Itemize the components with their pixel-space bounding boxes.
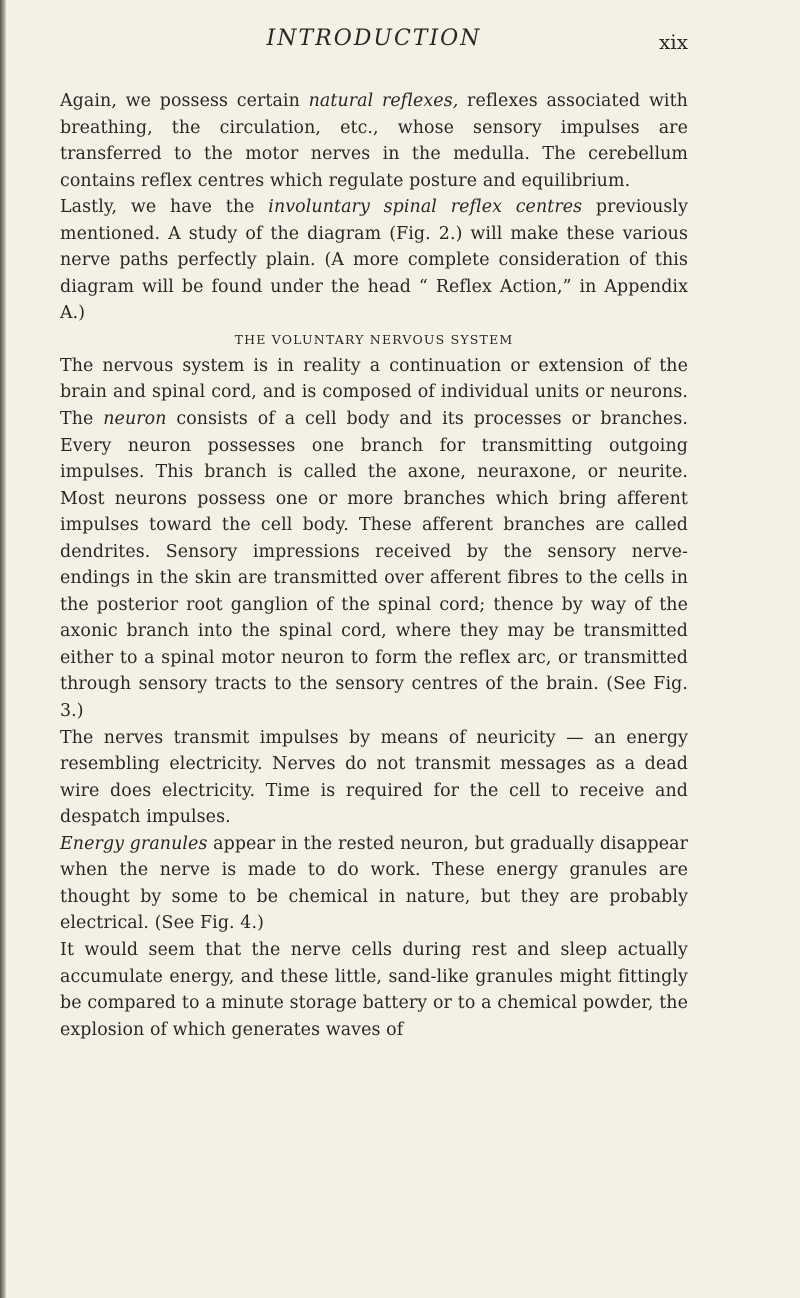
italic-term: natural reflexes, (308, 91, 459, 111)
section-heading: THE VOLUNTARY NERVOUS SYSTEM (234, 331, 514, 347)
italic-term: involuntary spinal reflex centres (268, 197, 583, 218)
text-run: Again, we possess certain (60, 91, 309, 111)
running-title: INTRODUCTION (266, 26, 482, 51)
text-run: It would seem that the nerve cells during rest and sleep actually accumulate energy, and these little, sand-like granules might fittingly be compared to a minute storage battery or to a chemical powder, the explosion of which generates waves of (60, 939, 688, 1040)
paragraph (60, 937, 688, 1043)
text-run: appear in the rested neuron, but gradually disappear when the nerve is made to do work. These energy granules are thought by some to be chemical in nature, but they are probably electrical. (See Fig. 4.) (60, 833, 689, 934)
italic-term: neuron (103, 409, 167, 430)
page-binding-edge (0, 0, 6, 1298)
paragraph (60, 725, 688, 831)
paragraph (60, 88, 688, 194)
paragraph (60, 194, 688, 327)
paragraph (60, 831, 688, 937)
paragraph (60, 353, 688, 725)
text-run: The nervous system is in reality a continuation or extension of the brain and spinal cord, and is composed of individual units or neurons. The (60, 355, 688, 430)
italic-term: Energy granules (60, 833, 208, 854)
text-run: The nerves transmit impulses by means of neuricity — an energy resembling electricity. Nerves do not transmit messages as a dead wire does electricity. Time is required for the cell to receive and despatch impulses. (60, 727, 688, 828)
running-header (60, 26, 688, 60)
text-run: Lastly, we have the (60, 197, 269, 218)
body-text (60, 88, 688, 1043)
text-run: reflexes associated with breathing, the circulation, etc., whose sensory impulses are transferred to the motor nerves in the medulla. The cerebellum contains reflex centres which regulate posture and equilibrium. (60, 91, 688, 191)
book-page (60, 26, 688, 1043)
text-run: consists of a cell body and its processes or branches. Every neuron possesses one branch for transmitting outgoing impulses. This branch is called the axone, neuraxone, or neurite. Most neurons possess one or more branches which bring afferent impulses toward the cell body. These afferent branches are called dendrites. Sensory impressions received by the sensory nerve-endings in the skin are transmitted over afferent fibres to the cells in the posterior root ganglion of the spinal cord; thence by way of the axonic branch into the spinal cord, where they may be transmitted either to a spinal motor neuron to form the reflex arc, or transmitted through sensory tracts to the sensory centres of the brain. (See Fig. 3.) (60, 409, 688, 722)
page-number: xix (659, 30, 688, 54)
text-run: previously mentioned. A study of the diagram (Fig. 2.) will make these various nerve paths perfectly plain. (A more complete consideration of this diagram will be found under the head “ Reflex Action,” in Appendix A.) (60, 197, 689, 324)
